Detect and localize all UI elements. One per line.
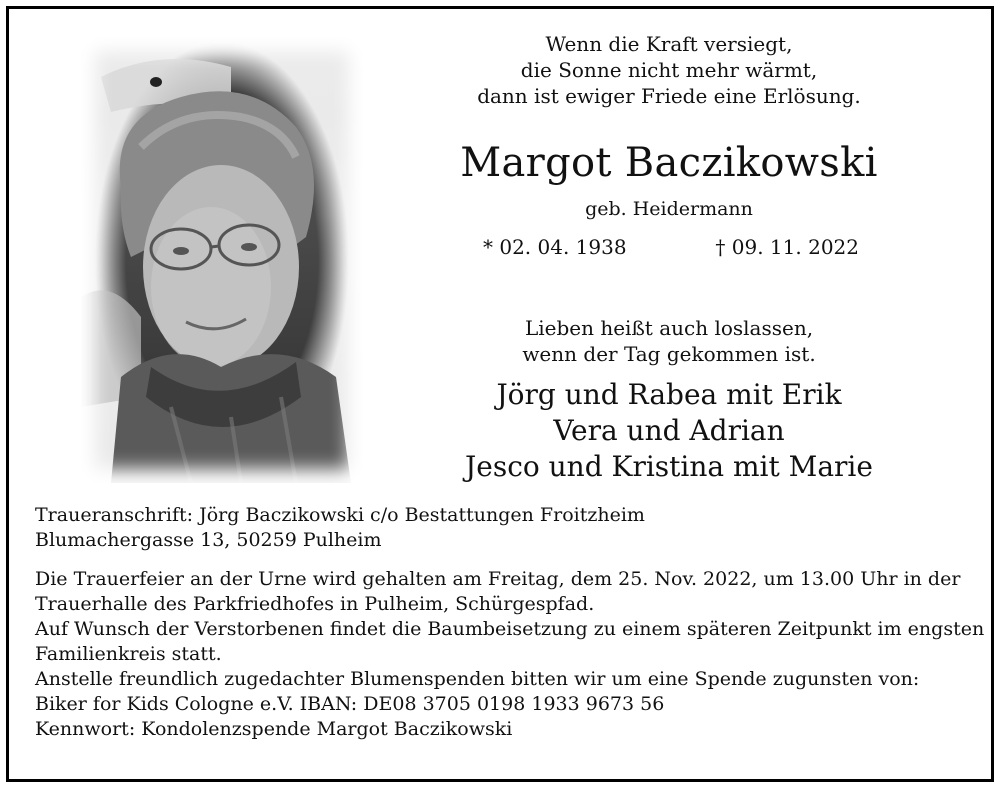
family-line: Jörg und Rabea mit Erik (496, 378, 842, 411)
life-dates (479, 235, 859, 265)
details-line: Trauerhalle des Parkfriedhofes in Pulheim, Schürgespfad. (35, 593, 595, 615)
funeral-details (35, 567, 985, 742)
address-line: Blumachergasse 13, 50259 Pulheim (35, 529, 382, 551)
photo-vignette (81, 37, 363, 483)
details-line: Anstelle freundlich zugedachter Blumenspenden bitten wir um eine Spende zugunsten von: (35, 668, 920, 690)
death-date: † 09. 11. 2022 (715, 235, 859, 259)
verse-middle-line: Lieben heißt auch loslassen, (524, 316, 814, 340)
details-line: Auf Wunsch der Verstorbenen findet die Baumbeisetzung zu einem späteren Zeitpunkt im engsten (35, 618, 985, 640)
family-line: Vera und Adrian (553, 414, 785, 447)
details-line: Biker for Kids Cologne e.V. IBAN: DE08 3705 0198 1933 9673 56 (35, 693, 665, 715)
verse-top-line: dann ist ewiger Friede eine Erlösung. (477, 84, 861, 108)
details-line: Familienkreis statt. (35, 643, 222, 665)
verse-middle-line: wenn der Tag gekommen ist. (522, 342, 816, 366)
portrait-photo (81, 37, 363, 483)
deceased-name: Margot Baczikowski (460, 140, 878, 186)
verse-top-line: die Sonne nicht mehr wärmt, (520, 58, 818, 82)
family-line: Jesco und Kristina mit Marie (465, 450, 873, 483)
obituary-card (6, 6, 994, 782)
verse-top (439, 31, 899, 109)
birth-date: * 02. 04. 1938 (483, 235, 627, 259)
details-line: Kennwort: Kondolenzspende Margot Baczikowski (35, 718, 513, 740)
family-list (439, 377, 899, 485)
verse-middle (439, 315, 899, 367)
verse-top-line: Wenn die Kraft versiegt, (545, 32, 793, 56)
mourning-address (35, 503, 975, 553)
details-line: Die Trauerfeier an der Urne wird gehalten am Freitag, dem 25. Nov. 2022, um 13.00 Uhr in der (35, 568, 961, 590)
maiden-name: geb. Heidermann (585, 198, 753, 220)
address-line: Traueranschrift: Jörg Baczikowski c/o Bestattungen Froitzheim (35, 504, 645, 526)
